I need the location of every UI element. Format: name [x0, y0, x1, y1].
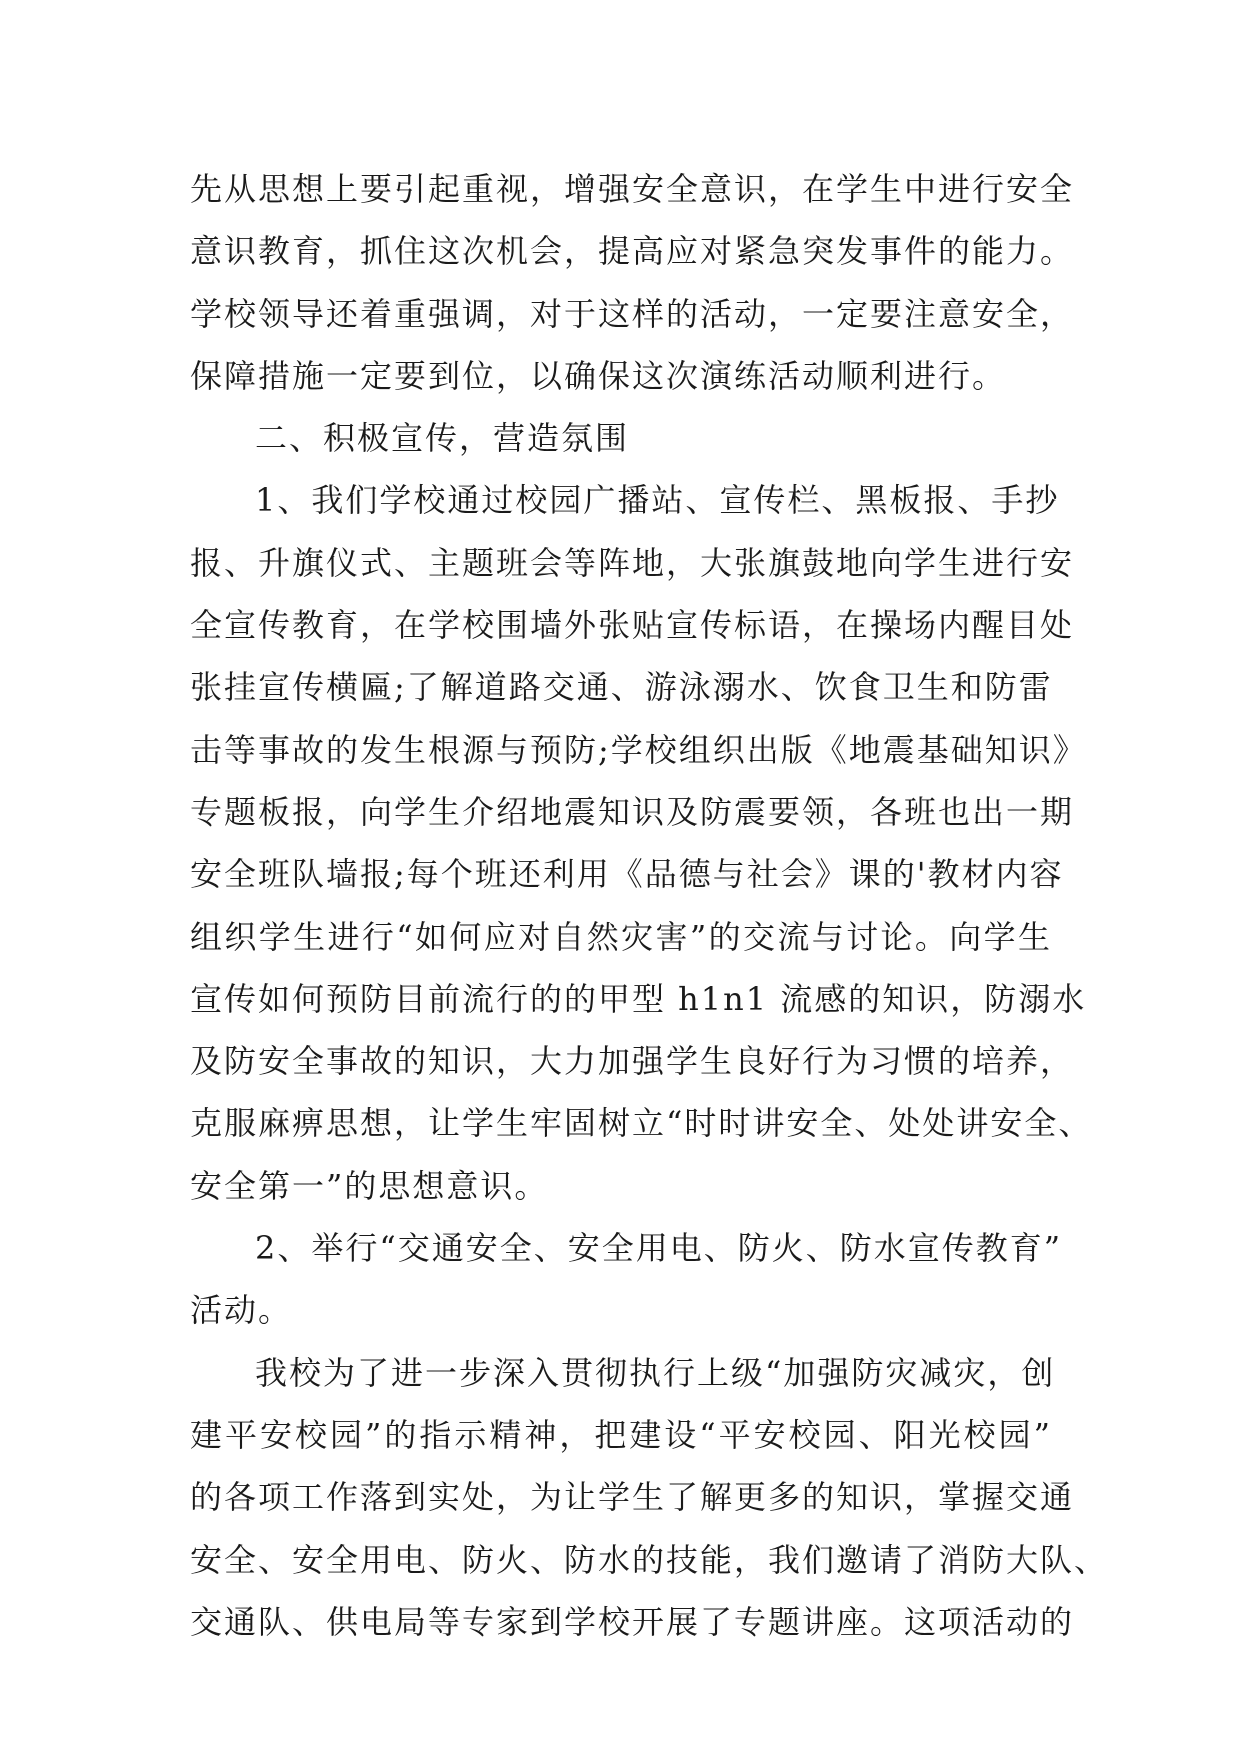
text-line: 活动。 — [190, 1291, 293, 1330]
text-line: 组织学生进行“如何应对自然灾害”的交流与讨论。向学生 — [190, 917, 1052, 956]
text-line: 1、我们学校通过校园广播站、宣传栏、黑板报、手抄 — [255, 481, 1060, 520]
text-line: 我校为了进一步深入贯彻执行上级“加强防灾减灾，创 — [255, 1353, 1056, 1392]
text-line: 建平安校园”的指示精神，把建设“平安校园、阳光校园” — [190, 1415, 1052, 1454]
text-line: 克服麻痹思想，让学生牢固树立“时时讲安全、处处讲安全、 — [190, 1104, 1093, 1143]
text-line: 安全班队墙报;每个班还利用《品德与社会》课的'教材内容 — [190, 855, 1064, 894]
text-line: 全宣传教育，在学校围墙外张贴宣传标语，在操场内醒目处 — [190, 606, 1075, 645]
body-text — [190, 158, 1109, 1653]
text-line: 先从思想上要引起重视，增强安全意识，在学生中进行安全 — [190, 170, 1075, 208]
text-line: 及防安全事故的知识，大力加强学生良好行为习惯的培养， — [190, 1042, 1075, 1081]
text-line: 安全、安全用电、防火、防水的技能，我们邀请了消防大队、 — [190, 1540, 1109, 1579]
text-line: 2、举行“交通安全、安全用电、防火、防水宣传教育” — [255, 1229, 1063, 1268]
section-heading: 二、积极宣传，营造氛围 — [255, 419, 630, 458]
text-line: 安全第一”的思想意识。 — [190, 1166, 549, 1205]
text-line: 交通队、供电局等专家到学校开展了专题讲座。这项活动的 — [190, 1602, 1075, 1641]
text-line: 宣传如何预防目前流行的的甲型 h1n1 流感的知识，防溺水 — [190, 979, 1087, 1018]
text-line: 保障措施一定要到位，以确保这次演练活动顺利进行。 — [190, 356, 1007, 395]
text-line: 专题板报，向学生介绍地震知识及防震要领，各班也出一期 — [190, 792, 1075, 831]
text-line: 报、升旗仪式、主题班会等阵地，大张旗鼓地向学生进行安 — [190, 543, 1075, 582]
text-line: 学校领导还着重强调，对于这样的活动，一定要注意安全， — [190, 294, 1075, 333]
text-line: 的各项工作落到实处，为让学生了解更多的知识，掌握交通 — [190, 1478, 1075, 1517]
text-line: 张挂宣传横匾;了解道路交通、游泳溺水、饮食卫生和防雷 — [190, 668, 1053, 707]
text-line: 意识教育，抓住这次机会，提高应对紧急突发事件的能力。 — [190, 232, 1075, 271]
text-line: 击等事故的发生根源与预防;学校组织出版《地震基础知识》 — [190, 730, 1087, 769]
